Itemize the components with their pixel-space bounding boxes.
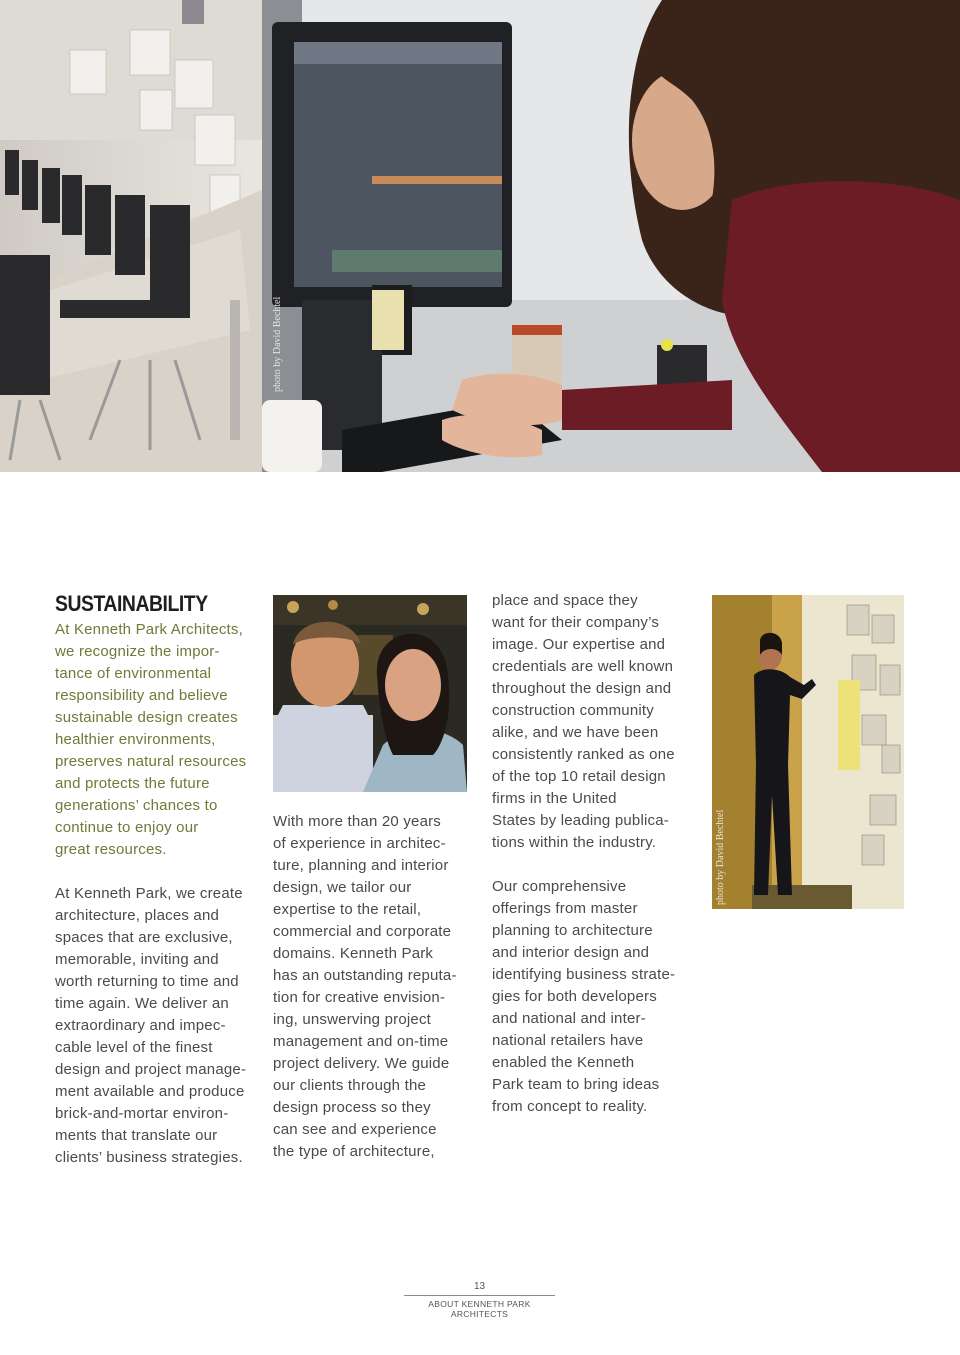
drawing-wall-photo — [712, 595, 904, 909]
couple-photo — [273, 595, 467, 792]
footer-divider — [404, 1295, 555, 1296]
column-1 — [55, 619, 260, 1169]
footer-section-label: ABOUT KENNETH PARK ARCHITECTS — [428, 1299, 531, 1319]
wall-photo-credit: photo by David Bechtel — [715, 809, 726, 905]
conference-room-photo — [0, 0, 262, 472]
section-heading: SUSTAINABILITY — [55, 591, 208, 616]
intro-paragraph: At Kenneth Park Architects, we recognize the impor- tance of environmental responsibility and believe sustainable design creates healthier environments, preserves natural resources and protects the future generations’ chances to continue to enjoy our great resources. — [55, 621, 247, 858]
page-number: 13 — [473, 1281, 486, 1292]
office-worker-photo — [262, 0, 960, 472]
column-1-body: At Kenneth Park, we create architecture, places and spaces that are exclusive, memorable, inviting and worth returning to time and time again. We deliver an extraordinary and impec- cable level of the finest design and project manage- ment available and produce brick-and-mortar environ- ments that translate our clients’ business strategies. — [55, 885, 247, 1166]
column-3-body-1: place and space they want for their company’s image. Our expertise and credentials are well known throughout the design and construction community alike, and we have been consistently ranked as one of the top 10 retail design firms in the United States by leading publica- tions within the industry. — [492, 592, 675, 851]
column-2 — [273, 811, 478, 1163]
column-2-body: With more than 20 years of experience in architec- ture, planning and interior design, we tailor our expertise to the retail, commercial and corporate domains. Kenneth Park has an outstanding reputa- tion for creative envision- ing, unswerving project management and on-time project delivery. We guide our clients through the design process so they can see and experience the type of architecture, — [273, 813, 457, 1160]
column-3-body-2: Our comprehensive offerings from master planning to architecture and interior design and identifying business strate- gies for both developers and national and inter- national retailers have enabled the Kenneth Park team to bring ideas from concept to reality. — [492, 878, 676, 1115]
column-3 — [492, 590, 697, 1118]
hero-photo-credit: photo by David Bechtel — [272, 296, 283, 392]
